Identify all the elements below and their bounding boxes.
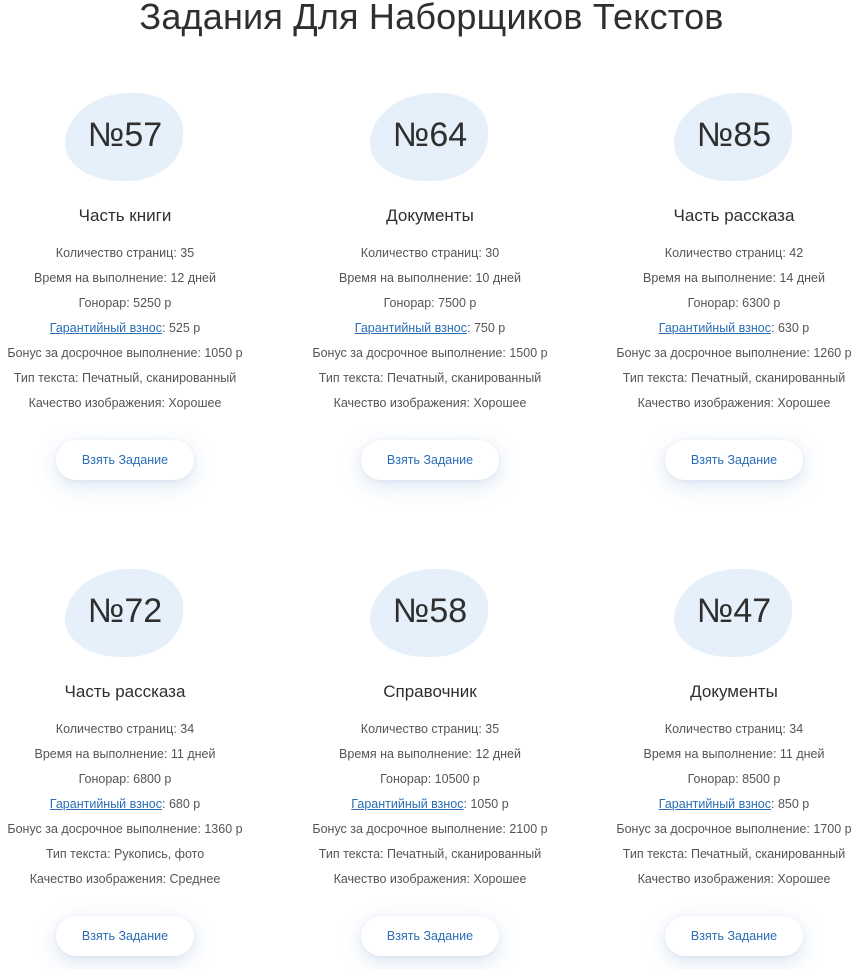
quality-value: Хорошее [777,396,831,410]
pages-label: Количество страниц: [55,246,181,260]
task-details [589,244,863,419]
time-line [285,269,575,294]
guarantee-sep: : [770,797,778,811]
task-details [589,720,863,895]
bonus-label: Бонус за досрочное выполнение: [616,346,814,360]
time-value: 11 дней [779,747,825,761]
text-type-value: Рукопись, фото [114,847,205,861]
text-type-value: Печатный, сканированный [690,847,846,861]
text-type-value: Печатный, сканированный [386,371,542,385]
task-card [589,93,863,493]
time-line [0,745,270,770]
guarantee-value: 750 р [473,321,506,335]
pages-line [285,244,575,269]
guarantee-value: 680 р [168,797,201,811]
guarantee-line [0,319,270,344]
bonus-value: 1500 р [509,346,548,360]
time-line [589,745,863,770]
bonus-label: Бонус за досрочное выполнение: [312,346,510,360]
guarantee-line [0,795,270,820]
bonus-label: Бонус за досрочное выполнение: [7,346,205,360]
guarantee-sep: : [466,321,474,335]
fee-line [589,770,863,795]
time-label: Время на выполнение: [339,747,476,761]
task-number: №64 [392,116,468,154]
time-label: Время на выполнение: [643,271,780,285]
text-type-label: Тип текста: [622,847,691,861]
task-title: Документы [386,206,474,225]
pages-value: 34 [180,722,195,736]
quality-line [0,394,270,419]
pages-value: 42 [789,246,804,260]
take-task-button[interactable]: Взять Задание [361,440,499,480]
text-type-line [285,845,575,870]
page-title: Задания Для Наборщиков Текстов [139,0,724,37]
pages-line [0,244,270,269]
bonus-value: 1700 р [813,822,852,836]
time-value: 12 дней [170,271,216,285]
pages-value: 35 [180,246,195,260]
text-type-value: Печатный, сканированный [81,371,237,385]
task-card [285,93,575,493]
pages-value: 30 [485,246,500,260]
task-details [285,720,575,895]
quality-label: Качество изображения: [637,872,778,886]
time-label: Время на выполнение: [643,747,780,761]
text-type-line [589,845,863,870]
quality-label: Качество изображения: [333,872,474,886]
bonus-line [589,344,863,369]
guarantee-value: 630 р [777,321,810,335]
pages-label: Количество страниц: [360,246,486,260]
fee-label: Гонорар: [687,772,743,786]
quality-line [285,870,575,895]
fee-label: Гонорар: [687,296,743,310]
fee-value: 7500 р [438,296,477,310]
fee-line [285,770,575,795]
quality-line [285,394,575,419]
task-card [589,569,863,969]
quality-value: Хорошее [168,396,222,410]
pages-label: Количество страниц: [360,722,486,736]
bonus-label: Бонус за досрочное выполнение: [312,822,510,836]
pages-value: 35 [485,722,500,736]
text-type-label: Тип текста: [45,847,115,861]
task-card [0,93,270,493]
pages-line [589,720,863,745]
guarantee-line [285,319,575,344]
text-type-line [285,369,575,394]
task-title: Часть рассказа [64,682,186,701]
task-number: №85 [696,116,772,154]
take-task-button[interactable]: Взять Задание [665,440,803,480]
task-title: Справочник [383,682,477,701]
bonus-value: 1260 р [813,346,852,360]
guarantee-value: 525 р [168,321,201,335]
bonus-line [0,344,270,369]
task-title: Документы [690,682,778,701]
bonus-line [589,820,863,845]
task-number: №57 [87,116,163,154]
quality-value: Хорошее [777,872,831,886]
text-type-label: Тип текста: [13,371,82,385]
text-type-line [0,845,270,870]
pages-label: Количество страниц: [664,246,790,260]
guarantee-sep: : [770,321,778,335]
task-number: №47 [696,592,772,630]
take-task-button[interactable]: Взять Задание [361,916,499,956]
pages-line [589,244,863,269]
time-value: 12 дней [475,747,521,761]
text-type-value: Печатный, сканированный [690,371,846,385]
guarantee-line [589,319,863,344]
quality-label: Качество изображения: [29,872,170,886]
time-value: 11 дней [170,747,216,761]
text-type-label: Тип текста: [318,847,387,861]
quality-value: Хорошее [473,872,527,886]
fee-value: 6300 р [742,296,781,310]
pages-line [0,720,270,745]
task-card [285,569,575,969]
guarantee-sep: : [463,797,471,811]
take-task-button[interactable]: Взять Задание [56,440,194,480]
quality-line [0,870,270,895]
bonus-value: 1050 р [204,346,243,360]
time-label: Время на выполнение: [34,271,171,285]
fee-label: Гонорар: [78,772,134,786]
text-type-label: Тип текста: [318,371,387,385]
time-line [0,269,270,294]
fee-value: 6800 р [133,772,172,786]
quality-label: Качество изображения: [637,396,778,410]
task-details [0,244,270,419]
fee-line [285,294,575,319]
time-value: 10 дней [475,271,521,285]
pages-label: Количество страниц: [55,722,181,736]
task-number: №72 [87,592,163,630]
quality-label: Качество изображения: [28,396,169,410]
fee-line [0,294,270,319]
take-task-button[interactable]: Взять Задание [665,916,803,956]
pages-label: Количество страниц: [664,722,790,736]
fee-value: 5250 р [133,296,172,310]
quality-value: Хорошее [473,396,527,410]
task-details [285,244,575,419]
guarantee-link[interactable]: Гарантийный взнос [658,797,771,811]
bonus-value: 1360 р [204,822,243,836]
guarantee-link[interactable]: Гарантийный взнос [49,321,162,335]
pages-line [285,720,575,745]
bonus-line [285,344,575,369]
guarantee-link[interactable]: Гарантийный взнос [351,797,464,811]
fee-label: Гонорар: [383,296,439,310]
bonus-value: 2100 р [509,822,548,836]
bonus-label: Бонус за досрочное выполнение: [616,822,814,836]
task-title: Часть книги [78,206,172,225]
task-title: Часть рассказа [673,206,795,225]
fee-label: Гонорар: [78,296,134,310]
guarantee-value: 850 р [777,797,810,811]
fee-value: 8500 р [742,772,781,786]
fee-line [589,294,863,319]
guarantee-line [285,795,575,820]
text-type-value: Печатный, сканированный [386,847,542,861]
pages-value: 34 [789,722,804,736]
bonus-line [0,820,270,845]
guarantee-link[interactable]: Гарантийный взнос [658,321,771,335]
guarantee-line [589,795,863,820]
fee-value: 10500 р [434,772,480,786]
time-label: Время на выполнение: [339,271,476,285]
text-type-line [0,369,270,394]
guarantee-link[interactable]: Гарантийный взнос [354,321,467,335]
guarantee-value: 1050 р [470,797,509,811]
time-label: Время на выполнение: [34,747,171,761]
fee-label: Гонорар: [380,772,435,786]
quality-line [589,394,863,419]
fee-line [0,770,270,795]
quality-label: Качество изображения: [333,396,474,410]
take-task-button[interactable]: Взять Задание [56,916,194,956]
text-type-label: Тип текста: [622,371,691,385]
quality-value: Среднее [169,872,221,886]
quality-line [589,870,863,895]
task-details [0,720,270,895]
bonus-line [285,820,575,845]
time-line [285,745,575,770]
time-value: 14 дней [779,271,825,285]
guarantee-link[interactable]: Гарантийный взнос [49,797,162,811]
task-number: №58 [392,592,468,630]
bonus-label: Бонус за досрочное выполнение: [7,822,205,836]
guarantee-sep: : [161,321,169,335]
text-type-line [589,369,863,394]
guarantee-sep: : [161,797,169,811]
time-line [589,269,863,294]
task-card [0,569,270,969]
